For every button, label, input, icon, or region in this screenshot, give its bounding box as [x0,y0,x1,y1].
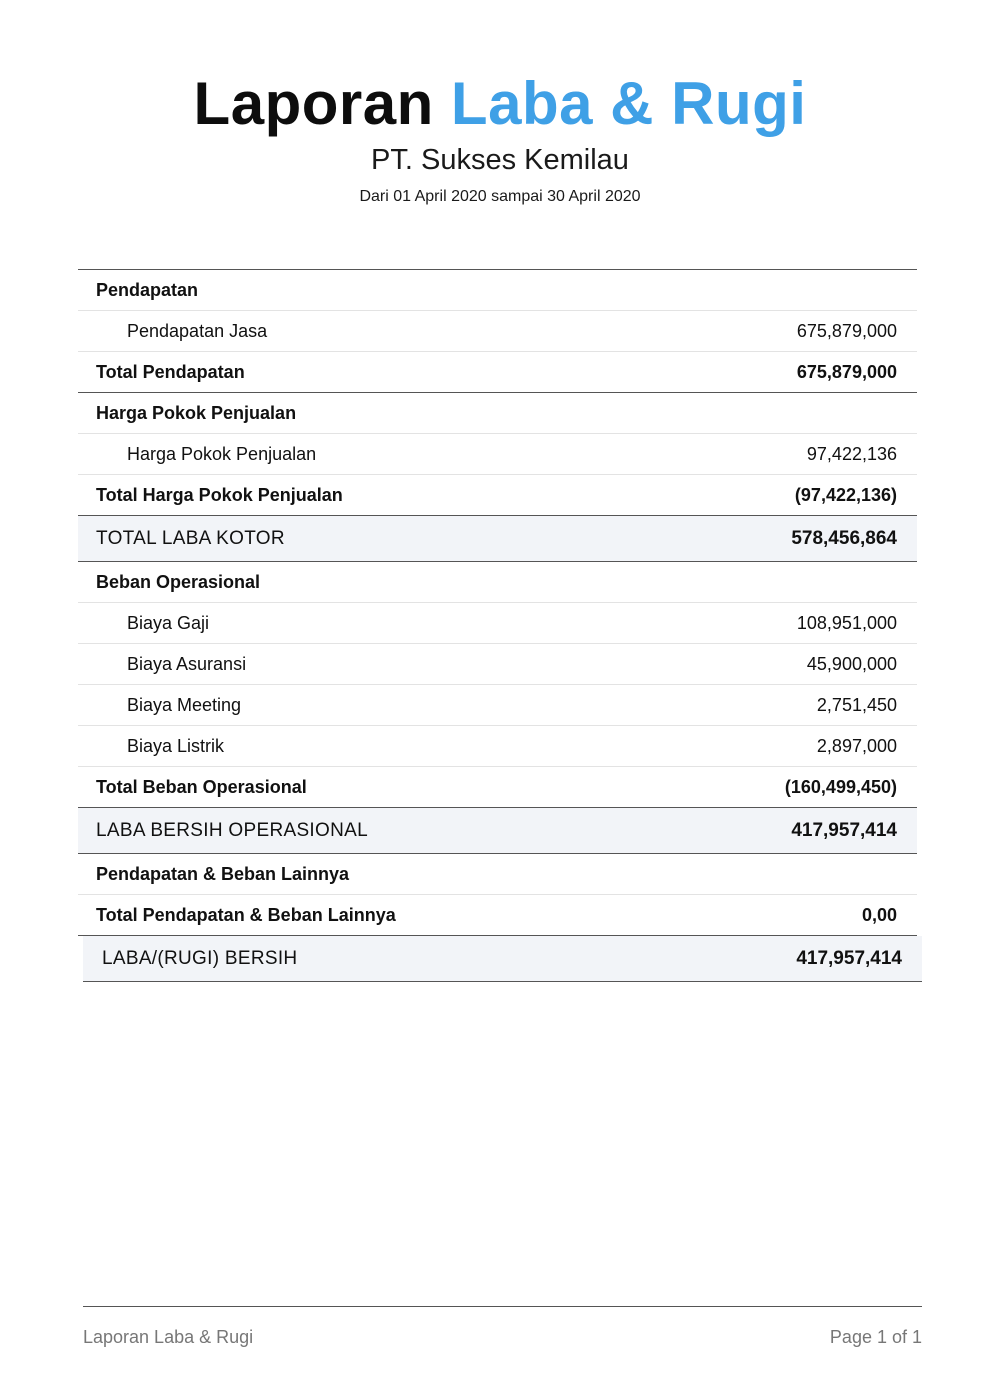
page-footer [83,1306,922,1348]
row-label: LABA/(RUGI) BERSIH [102,947,298,969]
section-header-lainnya [78,854,917,895]
row-label: Total Pendapatan & Beban Lainnya [96,904,396,925]
row-value: (97,422,136) [794,484,897,505]
page-number: Page 1 of 1 [829,1327,922,1347]
row-label: Total Beban Operasional [96,776,307,797]
total-row-beban [78,767,917,808]
row-value: 2,897,000 [816,735,897,756]
row-value: 108,951,000 [796,612,897,633]
row-label: Harga Pokok Penjualan [127,443,317,464]
row-label: Biaya Asuransi [127,653,247,674]
section-header-beban [78,562,917,603]
total-row-pendapatan [78,352,917,393]
row-value: (160,499,450) [784,776,897,797]
line-item [78,685,917,726]
line-item [78,603,917,644]
total-row-hpp [78,475,917,516]
row-label: Total Pendapatan [96,361,245,382]
row-value: 578,456,864 [791,527,897,549]
row-label: Biaya Listrik [127,735,225,756]
row-value: 97,422,136 [806,443,897,464]
line-item [78,726,917,767]
row-label: Harga Pokok Penjualan [96,402,297,423]
row-label: Biaya Gaji [127,612,210,633]
row-label: Total Harga Pokok Penjualan [96,484,343,505]
row-value: 45,900,000 [806,653,897,674]
row-value: 0,00 [861,904,897,925]
title-part-1: Laporan [193,70,434,137]
income-statement-table [78,269,917,982]
row-label: Biaya Meeting [127,694,242,715]
report-period: Dari 01 April 2020 sampai 30 April 2020 [359,188,641,205]
company-name: PT. Sukses Kemilau [371,144,629,176]
line-item [78,644,917,685]
row-label: TOTAL LABA KOTOR [96,527,285,549]
row-label: Beban Operasional [96,571,261,592]
grand-row-laba-operasional [78,808,917,854]
report-header [0,68,1000,208]
row-label: LABA BERSIH OPERASIONAL [96,819,368,841]
row-label: Pendapatan & Beban Lainnya [96,863,350,884]
row-value: 417,957,414 [791,819,897,841]
row-value: 417,957,414 [796,947,902,969]
row-label: Pendapatan Jasa [127,320,268,341]
title-part-2: Laba & Rugi [450,70,807,137]
page-title [0,68,1000,140]
grand-row-laba-bersih [83,936,922,982]
section-header-hpp [78,393,917,434]
grand-row-laba-kotor [78,516,917,562]
footer-title: Laporan Laba & Rugi [83,1327,254,1347]
row-value: 675,879,000 [796,361,897,382]
row-value: 2,751,450 [816,694,897,715]
line-item [78,311,917,352]
line-item [78,434,917,475]
row-value: 675,879,000 [796,320,897,341]
total-row-lainnya [78,895,917,936]
section-header-pendapatan [78,270,917,311]
row-label: Pendapatan [96,279,199,300]
